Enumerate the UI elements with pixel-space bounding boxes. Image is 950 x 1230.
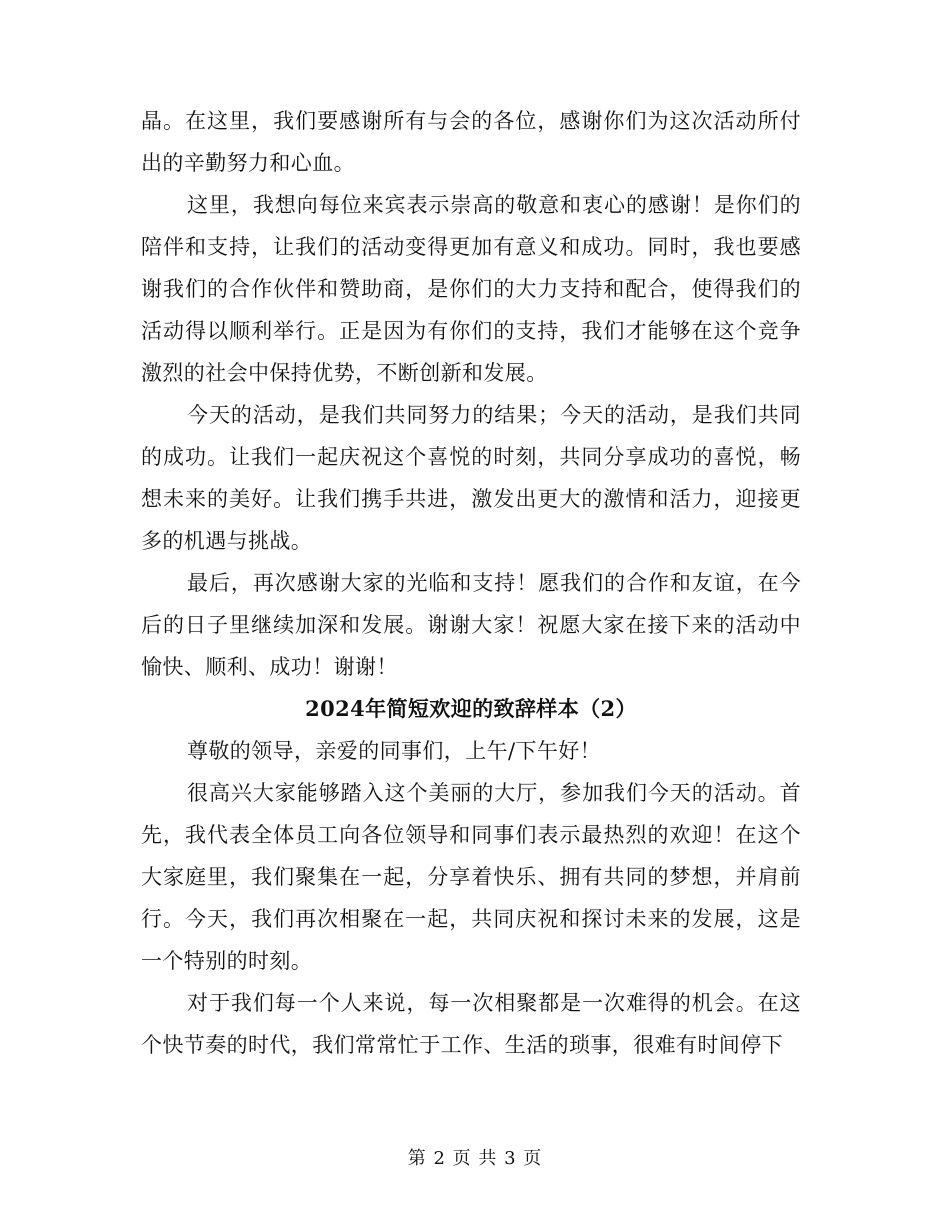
document-body [141,100,801,1066]
paragraph-celebration: 今天的活动，是我们共同努力的结果；今天的活动，是我们共同的成功。让我们一起庆祝这个喜悦的时刻，共同分享成功的喜悦，畅想未来的美好。让我们携手共进，激发出更大的激情和活力，迎接更多的机遇与挑战。 [141,403,801,553]
paragraph-welcome: 很高兴大家能够踏入这个美丽的大厅，参加我们今天的活动。首先，我代表全体员工向各位领导和同事们表示最热烈的欢迎！在这个大家庭里，我们聚集在一起，分享着快乐、拥有共同的梦想，并肩前行。今天，我们再次相聚在一起，共同庆祝和探讨未来的发展，这是一个特别的时刻。 [141,781,801,973]
section-title: 2024年简短欢迎的致辞样本（2） [305,696,637,721]
paragraph-thanks-guests: 这里，我想向每位来宾表示崇高的敬意和衷心的感谢！是你们的陪伴和支持，让我们的活动变得更加有意义和成功。同时，我也要感谢我们的合作伙伴和赞助商，是你们的大力支持和配合，使得我们的活动得以顺利举行。正是因为有你们的支持，我们才能够在这个竞争激烈的社会中保持优势，不断创新和发展。 [141,193,801,385]
page-number-footer: 第 2 页 共 3 页 [407,1148,543,1169]
paragraph-gathering: 对于我们每一个人来说，每一次相聚都是一次难得的机会。在这个快节奏的时代，我们常常忙于工作、生活的琐事，很难有时间停下 [141,991,801,1057]
paragraph-closing: 最后，再次感谢大家的光临和支持！愿我们的合作和友谊，在今后的日子里继续加深和发展。谢谢大家！祝愿大家在接下来的活动中愉快、顺利、成功！谢谢！ [141,571,801,679]
paragraph-continuation: 晶。在这里，我们要感谢所有与会的各位，感谢你们为这次活动所付出的辛勤努力和心血。 [141,109,801,175]
paragraph-greeting: 尊敬的领导，亲爱的同事们，上午/下午好！ [187,739,602,763]
